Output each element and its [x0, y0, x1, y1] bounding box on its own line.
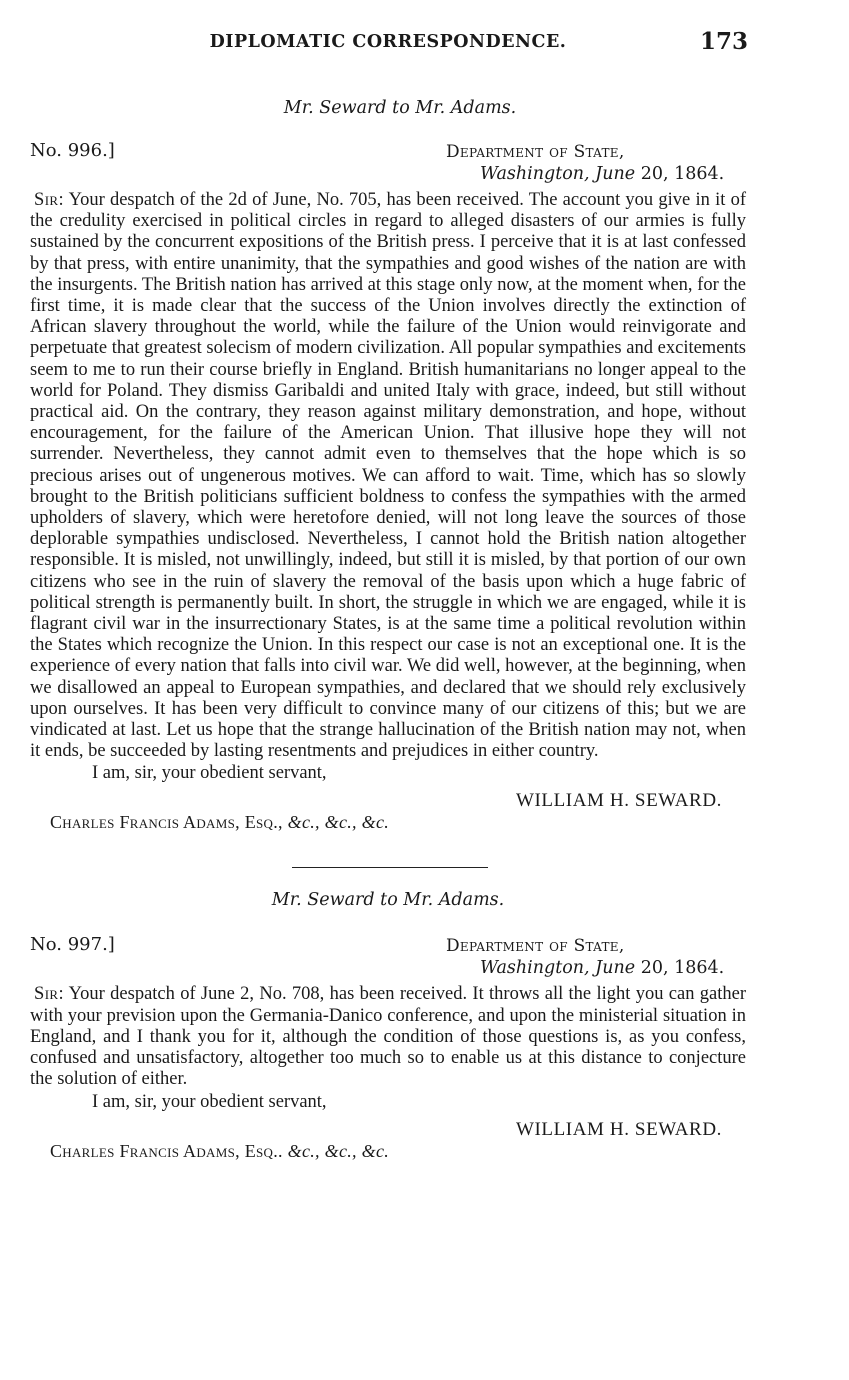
letter-number: No. 997.]: [30, 934, 115, 956]
letter-997: [30, 890, 746, 1161]
addressee: [50, 812, 746, 833]
running-head: [30, 28, 746, 60]
document-page: [30, 28, 746, 1162]
sender-date: [480, 958, 724, 978]
page-number: 173: [699, 28, 748, 55]
sender-place: Washington, June: [480, 164, 636, 184]
signature: WILLIAM H. SEWARD.: [515, 790, 722, 812]
section-divider: [292, 867, 488, 868]
letter-body: [30, 190, 746, 762]
letter-996: [30, 98, 746, 833]
addressee-etc: &c., &c., &c.: [287, 1140, 390, 1161]
addressee-name: Charles Francis Adams, Esq.,: [50, 812, 283, 833]
sender-place: Washington, June: [480, 958, 636, 979]
salutation: Sir:: [34, 190, 65, 210]
sender-date: [480, 164, 724, 184]
addressee-etc: &c., &c., &c.: [287, 812, 390, 833]
dateline-block: [30, 932, 746, 984]
running-title: DIPLOMATIC CORRESPONDENCE.: [209, 32, 567, 52]
sender-date-value: 20, 1864.: [640, 164, 725, 184]
addressee-name: Charles Francis Adams, Esq..: [50, 1140, 283, 1161]
letter-heading: Mr. Seward to Mr. Adams.: [283, 98, 517, 118]
sender-date-value: 20, 1864.: [640, 958, 725, 979]
letter-body-text: Your despatch of the 2d of June, No. 705, has been received. The account you give in it of the credulity exercised in political circles in regard to alleged disasters of our armies is fully sustained by the concurrent expositions of the British press. I perceive that it is at last confessed by that press, with entire unanimity, that the sympathies and good wishes of the nation are with the insurgents. The British nation has arrived at this stage only now, at the moment when, for the first time, it is made clear that the success of the Union involves directly the extinction of African slavery throughout the world, while the failure of the Union would reinvigorate and perpetuate that greatest solecism of modern civilization. All popular sympathies and excitements seem to me to run their course briefly in England. British humanitarians no longer appeal to the world for Poland. They dismiss Garibaldi and united Italy with grace, indeed, but still without practical aid. On the contrary, they reason against military demonstration, and hope, without encouragement, for the failure of the American Union. That illusive hope they will not surrender. Nevertheless, they cannot admit even to themselves that the hope which is so precious arises out of ungenerous motives. We can afford to wait. Time, which has so slowly brought to the British politicians sufficient boldness to confess the sympathies with the armed upholders of slavery, which were heretofore denied, will not long leave the sources of those deplorable sympathies undisclosed. Nevertheless, I cannot hold the British nation altogether responsible. It is misled, not unwillingly, indeed, but still it is misled, by that portion of our own citizens who see in the ruin of slavery the removal of the basis upon which a huge fabric of political strength is permanently built. In short, the struggle in which we are engaged, while it is flagrant civil war in the insurrectionary States, is at the same time a political revolution within the States which recognize the Union. In this respect our case is not an exceptional one. It is the experience of every nation that falls into civil war. We did well, however, at the beginning, when we disallowed an appeal to European sympathies, and declared that we should rely exclusively upon ourselves. It has been very difficult to convince many of our citizens of this; but we are vindicated at last. Let us hope that the strange hallucination of the British nation may not, when it ends, be succeeded by lasting resentments and prejudices in either country.: [30, 190, 746, 762]
letter-body: [30, 984, 746, 1090]
sender-department: Department of State,: [446, 936, 625, 957]
letter-heading: Mr. Seward to Mr. Adams.: [271, 890, 505, 911]
addressee: [50, 1141, 746, 1162]
closing: I am, sir, your obedient servant,: [92, 763, 327, 784]
letter-body-text: Your despatch of June 2, No. 708, has been received. It throws all the light you can gather with your prevision upon the Germania-Danico conference, and upon the ministerial situation in England, and I thank you for it, although the condition of those questions is, as you confess, confused and unsatisfactory, altogether too much so to enable us at this distance to conjecture the solution of either.: [30, 984, 746, 1090]
salutation: Sir:: [34, 984, 65, 1005]
sender-department: Department of State,: [446, 142, 625, 162]
closing: I am, sir, your obedient servant,: [92, 1091, 327, 1112]
signature: WILLIAM H. SEWARD.: [515, 1118, 722, 1140]
dateline-block: [30, 138, 746, 190]
letter-number: No. 996.]: [30, 140, 115, 161]
